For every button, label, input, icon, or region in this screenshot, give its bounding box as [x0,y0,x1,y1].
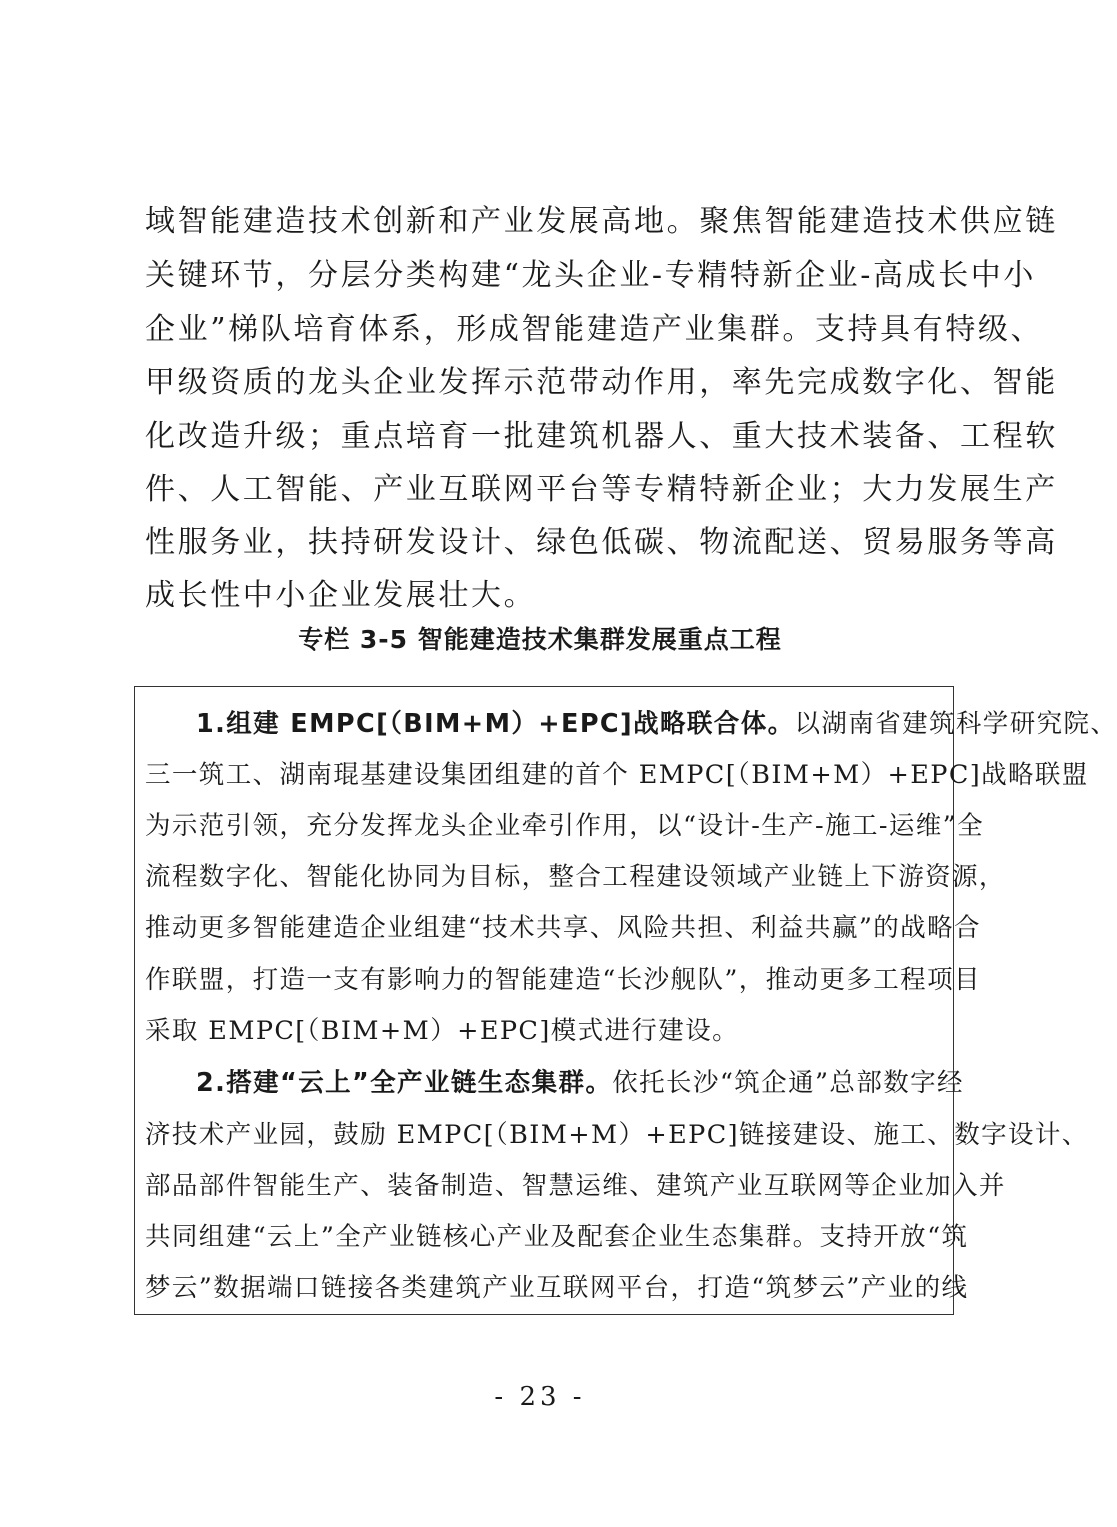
item-2-first-line [196,1065,964,1101]
paragraph-line: 企业”梯队培育体系，形成智能建造产业集群。支持具有特级、 [145,312,1044,347]
item-2-first-line-text: 依托长沙“筑企通”总部数字经 [612,1068,964,1098]
paragraph-line: 性服务业，扶持研发设计、绿色低碳、物流配送、贸易服务等高 [145,525,1058,560]
item-1-heading: 1.组建 EMPC[（BIM+M）+EPC]战略联合体。 [196,709,795,739]
section-title: 专栏 3-5 智能建造技术集群发展重点工程 [298,625,782,654]
paragraph-line: 化改造升级；重点培育一批建筑机器人、重大技术装备、工程软 [145,419,1058,454]
item-2-line: 部品部件智能生产、装备制造、智慧运维、建筑产业互联网等企业加入并 [145,1171,1006,1201]
item-1-line: 作联盟，打造一支有影响力的智能建造“长沙舰队”，推动更多工程项目 [145,965,981,995]
item-1-line: 三一筑工、湖南琨基建设集团组建的首个 EMPC[（BIM+M）+EPC]战略联盟 [145,760,1089,790]
item-2-line: 梦云”数据端口链接各类建筑产业互联网平台，打造“筑梦云”产业的线 [145,1273,969,1303]
paragraph-line: 件、人工智能、产业互联网平台等专精特新企业；大力发展生产 [145,472,1058,507]
paragraph-line: 成长性中小企业发展壮大。 [145,578,537,613]
paragraph-line: 甲级资质的龙头企业发挥示范带动作用，率先完成数字化、智能 [145,365,1058,400]
paragraph-line: 关键环节，分层分类构建“龙头企业-专精特新企业-高成长中小 [145,258,1037,293]
item-2-heading: 2.搭建“云上”全产业链生态集群。 [196,1068,613,1098]
item-1-line: 推动更多智能建造企业组建“技术共享、风险共担、利益共赢”的战略合 [145,913,981,943]
item-1-line: 采取 EMPC[（BIM+M）+EPC]模式进行建设。 [145,1016,739,1046]
item-2-line: 共同组建“云上”全产业链核心产业及配套企业生态集群。支持开放“筑 [145,1222,969,1252]
item-1-first-line-text: 以湖南省建筑科学研究院、 [794,709,1117,739]
item-1-line: 流程数字化、智能化协同为目标，整合工程建设领域产业链上下游资源， [145,862,1006,892]
item-1-first-line [196,706,1117,742]
item-1-line: 为示范引领，充分发挥龙头企业牵引作用，以“设计-生产-施工-运维”全 [145,811,985,841]
page-number: - 23 - [494,1382,586,1412]
paragraph-line: 域智能建造技术创新和产业发展高地。聚焦智能建造技术供应链 [145,204,1058,239]
item-2-line: 济技术产业园，鼓励 EMPC[（BIM+M）+EPC]链接建设、施工、数字设计、 [145,1120,1089,1150]
